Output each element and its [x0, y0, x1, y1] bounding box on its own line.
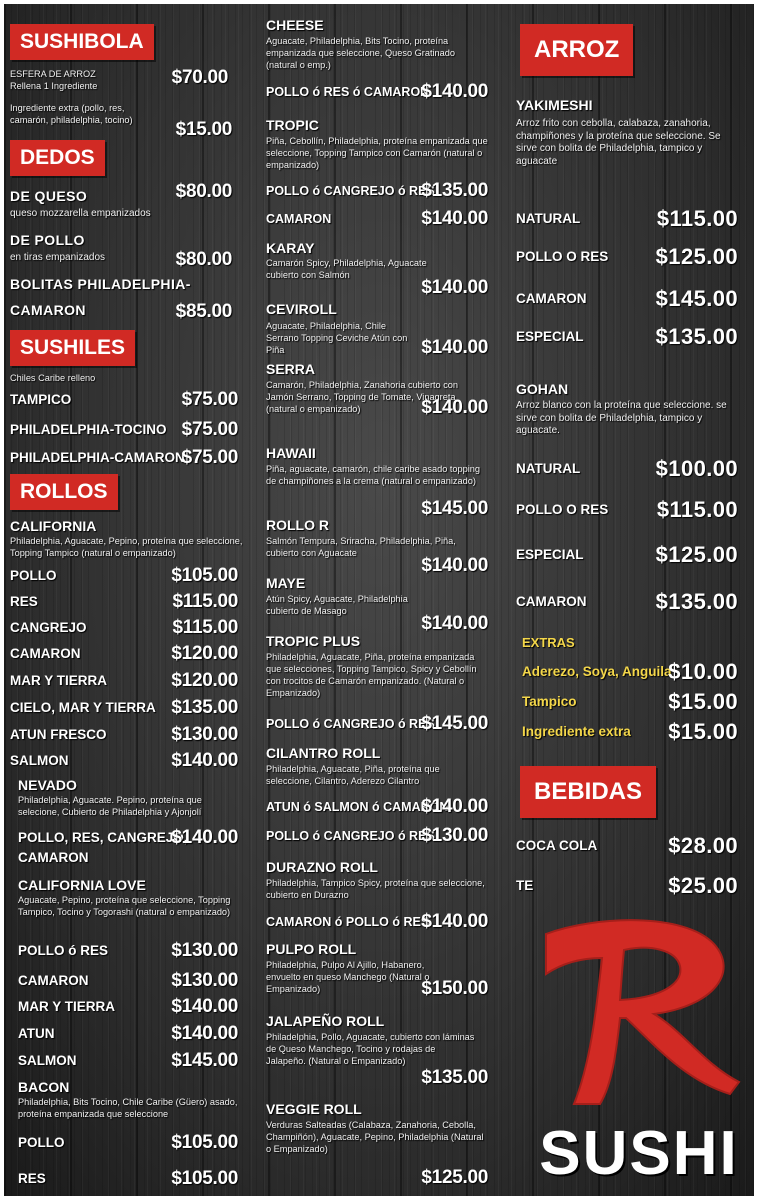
maye-price: $140.00 — [421, 613, 488, 634]
yakimeshi-desc: Arroz frito con cebolla, calabaza, zanahoria, champiñones y la proteína que seleccione. Se sirve con bolita de Philadelphia, tampico y aguacate — [516, 118, 721, 167]
menu-board — [4, 4, 754, 1196]
california-love-title: CALIFORNIA LOVE — [18, 877, 146, 893]
menu-item-row: TE $25.00 — [516, 873, 738, 898]
bacon-title: BACON — [18, 1079, 70, 1095]
rollo-r-desc: Salmón Tempura, Sriracha, Philadelphia, Piña, cubierto con Aguacate — [266, 536, 456, 558]
ceviroll-price: $140.00 — [421, 337, 488, 358]
menu-item-row: Tampico $15.00 — [522, 689, 738, 714]
hawaii-title: HAWAII — [266, 445, 316, 461]
cheese-title: CHEESE — [266, 17, 324, 33]
sushibola-extra-desc: Ingrediente extra (pollo, res, camarón, philadelphia, tocino) — [10, 103, 133, 125]
menu-item-row: ESPECIAL $125.00 — [516, 542, 738, 567]
category-bebidas-header: BEBIDAS — [520, 766, 656, 818]
tropic-title: TROPIC — [266, 117, 319, 133]
durazno-roll-desc: Philadelphia, Tampico Spicy, proteína que seleccione, cubierto en Durazno — [266, 878, 485, 900]
nevado-option-2: CAMARON — [18, 850, 89, 865]
sushibola-line-1: ESFERA DE ARROZ — [10, 69, 96, 79]
menu-item-row: POLLO ó RES ó CAMARON $140.00 — [266, 81, 488, 102]
karay-desc: Camarón Spicy, Philadelphia, Aguacate cubierto con Salmón — [266, 258, 427, 280]
category-rollos-header: ROLLOS — [10, 474, 118, 510]
pulpo-roll-desc: Philadelphia, Pulpo Al Ajillo, Habanero, envuelto en queso Manchego (Natural o Empanizado) — [266, 960, 430, 994]
tropic-plus-desc: Philadelphia, Aguacate, Piña, proteína empanizada que selecciones, Topping Tampico, Spicy y Cebollín con trocitos de Camarón empanizado. (Natural o Empanizado) — [266, 652, 477, 698]
r-logo-mark — [534, 914, 744, 1114]
jalapeno-roll-title: JALAPEÑO ROLL — [266, 1013, 385, 1029]
dedos-queso-price: $80.00 — [175, 181, 232, 202]
serra-desc: Camarón, Philadelphia, Zanahoria cubierto con Jamón Serrano, Topping de Tomate, Vinagreta (natural o empanizado) — [266, 380, 459, 414]
dedos-bolitas-price: $85.00 — [175, 301, 232, 322]
jalapeno-roll-price: $135.00 — [421, 1067, 488, 1088]
nevado-option-1: POLLO, RES, CANGREJO, — [18, 830, 188, 845]
sushibola-price: $70.00 — [171, 67, 228, 88]
hawaii-price: $145.00 — [421, 498, 488, 519]
menu-item-row: POLLO O RES $125.00 — [516, 244, 738, 269]
extras-title: EXTRAS — [522, 635, 575, 650]
menu-item-row: POLLO O RES $115.00 — [516, 497, 738, 522]
menu-item-row: CAMARON ó POLLO ó RES $140.00 — [266, 911, 488, 932]
dedos-pollo-desc: en tiras empanizados — [10, 252, 106, 263]
menu-item-row: NATURAL $100.00 — [516, 456, 738, 481]
nevado-title: NEVADO — [18, 777, 77, 793]
dedos-bolitas-title-1: BOLITAS PHILADELPHIA- — [10, 276, 191, 292]
category-sushibola-header: SUSHIBOLA — [10, 24, 154, 60]
menu-item-row: POLLO $105.00 — [18, 1132, 238, 1153]
menu-item-row: CANGREJO $115.00 — [10, 617, 238, 638]
menu-item-row: COCA COLA $28.00 — [516, 833, 738, 858]
cheese-desc: Aguacate, Philadelphia, Bits Tocino, proteína empanizada que seleccione, Queso Gratinado (natural o emp.) — [266, 36, 455, 70]
menu-item-row: SALMON $140.00 — [10, 750, 238, 771]
durazno-roll-title: DURAZNO ROLL — [266, 859, 378, 875]
menu-item-row: RES $105.00 — [18, 1168, 238, 1189]
menu-item-row: NATURAL $115.00 — [516, 206, 738, 231]
dedos-bolitas-title-2: CAMARON — [10, 302, 86, 318]
nevado-desc: Philadelphia, Aguacate. Pepino, proteína que selecione, Cubierto de Philadelphia y Ajonjolí — [18, 795, 202, 817]
california-desc: Philadelphia, Aguacate, Pepino, proteína que seleccione, Topping Tampico (natural o empanizado) — [10, 536, 243, 558]
pulpo-roll-price: $150.00 — [421, 978, 488, 999]
dedos-queso-desc: queso mozzarella empanizados — [10, 208, 151, 219]
cilantro-roll-desc: Philadelphia, Aguacate, Piña, proteína que seleccione, Cilantro, Aderezo Cilantro — [266, 764, 440, 786]
menu-item-row: ATUN ó SALMON ó CAMARON $140.00 — [266, 796, 488, 817]
menu-item-row: POLLO ó CANGREJO ó RES $145.00 — [266, 713, 488, 734]
karay-title: KARAY — [266, 240, 315, 256]
menu-item-row: CAMARON $135.00 — [516, 589, 738, 614]
menu-item-row: Aderezo, Soya, Anguila $10.00 — [522, 659, 738, 684]
menu-item-row: ATUN $140.00 — [18, 1023, 238, 1044]
menu-item-row: PHILADELPHIA-TOCINO $75.00 — [10, 419, 238, 440]
sushiles-desc: Chiles Caribe relleno — [10, 373, 96, 383]
dedos-queso-title: DE QUESO — [10, 188, 88, 204]
maye-title: MAYE — [266, 575, 306, 591]
menu-item-row: CAMARON $130.00 — [18, 970, 238, 991]
menu-item-row: RES $115.00 — [10, 591, 238, 612]
menu-item-row: MAR Y TIERRA $120.00 — [10, 670, 238, 691]
maye-desc: Atún Spicy, Aguacate, Philadelphia cubierto de Masago — [266, 594, 408, 616]
category-arroz-header: ARROZ — [520, 24, 633, 76]
gohan-title: GOHAN — [516, 381, 569, 397]
jalapeno-roll-desc: Philadelphia, Pollo, Aguacate, cubierto con láminas de Queso Manchego, Tocino y rodajas de Jalapeño. (Natural o Empanizado) — [266, 1032, 475, 1066]
logo-sushi-text: SUSHI — [539, 1119, 739, 1188]
menu-item-row: POLLO $105.00 — [10, 565, 238, 586]
r-logo-shape — [546, 920, 739, 1104]
sushibola-line-2: Rellena 1 Ingrediente — [10, 81, 98, 91]
pulpo-roll-title: PULPO ROLL — [266, 941, 357, 957]
menu-item-row: POLLO ó RES $130.00 — [18, 940, 238, 961]
menu-item-row: CAMARON $120.00 — [10, 643, 238, 664]
gohan-desc: Arroz blanco con la proteína que seleccione. se sirve con bolita de Philadelphia, tampico y aguacate. — [516, 400, 727, 436]
menu-item-row: CAMARON $145.00 — [516, 286, 738, 311]
menu-item-row: CAMARON $140.00 — [266, 208, 488, 229]
nevado-price: $140.00 — [171, 827, 238, 848]
tropic-plus-title: TROPIC PLUS — [266, 633, 361, 649]
menu-item-row: ESPECIAL $135.00 — [516, 324, 738, 349]
dedos-pollo-price: $80.00 — [175, 249, 232, 270]
california-title: CALIFORNIA — [10, 518, 97, 534]
menu-item-row: Ingrediente extra $15.00 — [522, 719, 738, 744]
california-love-desc: Aguacate, Pepino, proteína que seleccione, Topping Tampico, Tocino y Togorashi (natural o empanizado) — [18, 895, 231, 917]
veggie-roll-price: $125.00 — [421, 1167, 488, 1188]
yakimeshi-title: YAKIMESHI — [516, 97, 593, 113]
menu-item-row: CIELO, MAR Y TIERRA $135.00 — [10, 697, 238, 718]
sushibola-extra-price: $15.00 — [175, 119, 232, 140]
hawaii-desc: Piña, aguacate, camarón, chile caribe asado topping de champiñones a la crema (natural o empanizado) — [266, 464, 481, 486]
cilantro-roll-title: CILANTRO ROLL — [266, 745, 381, 761]
category-dedos-header: DEDOS — [10, 140, 105, 176]
veggie-roll-desc: Verduras Salteadas (Calabaza, Zanahoria, Cebolla, Champiñón), Aguacate, Pepino, Philadelphia (Natural o Empanizado) — [266, 1120, 484, 1154]
menu-item-row: ATUN FRESCO $130.00 — [10, 724, 238, 745]
category-sushiles-header: SUSHILES — [10, 330, 135, 366]
menu-item-row: MAR Y TIERRA $140.00 — [18, 996, 238, 1017]
karay-price: $140.00 — [421, 277, 488, 298]
menu-item-row: SALMON $145.00 — [18, 1050, 238, 1071]
tropic-desc: Piña, Cebollín, Philadelphia, proteína empanizada que seleccione, Topping Tampico con Camarón (natural o empanizado) — [266, 136, 488, 170]
veggie-roll-title: VEGGIE ROLL — [266, 1101, 362, 1117]
menu-item-row: PHILADELPHIA-CAMARON $75.00 — [10, 447, 238, 468]
menu-item-row: TAMPICO $75.00 — [10, 389, 238, 410]
bacon-desc: Philadelphia, Bits Tocino, Chile Caribe (Güero) asado, proteína empanizada que seleccione — [18, 1097, 238, 1119]
serra-title: SERRA — [266, 361, 316, 377]
dedos-pollo-title: DE POLLO — [10, 232, 85, 248]
ceviroll-desc: Aguacate, Philadelphia, Chile Serrano Topping Ceviche Atún con Piña — [266, 321, 408, 355]
menu-item-row: POLLO ó CANGREJO ó RES $130.00 — [266, 825, 488, 846]
rollo-r-price: $140.00 — [421, 555, 488, 576]
menu-item-row: POLLO ó CANGREJO ó RES $135.00 — [266, 180, 488, 201]
rollo-r-title: ROLLO R — [266, 517, 329, 533]
ceviroll-title: CEVIROLL — [266, 301, 337, 317]
serra-price: $140.00 — [421, 397, 488, 418]
